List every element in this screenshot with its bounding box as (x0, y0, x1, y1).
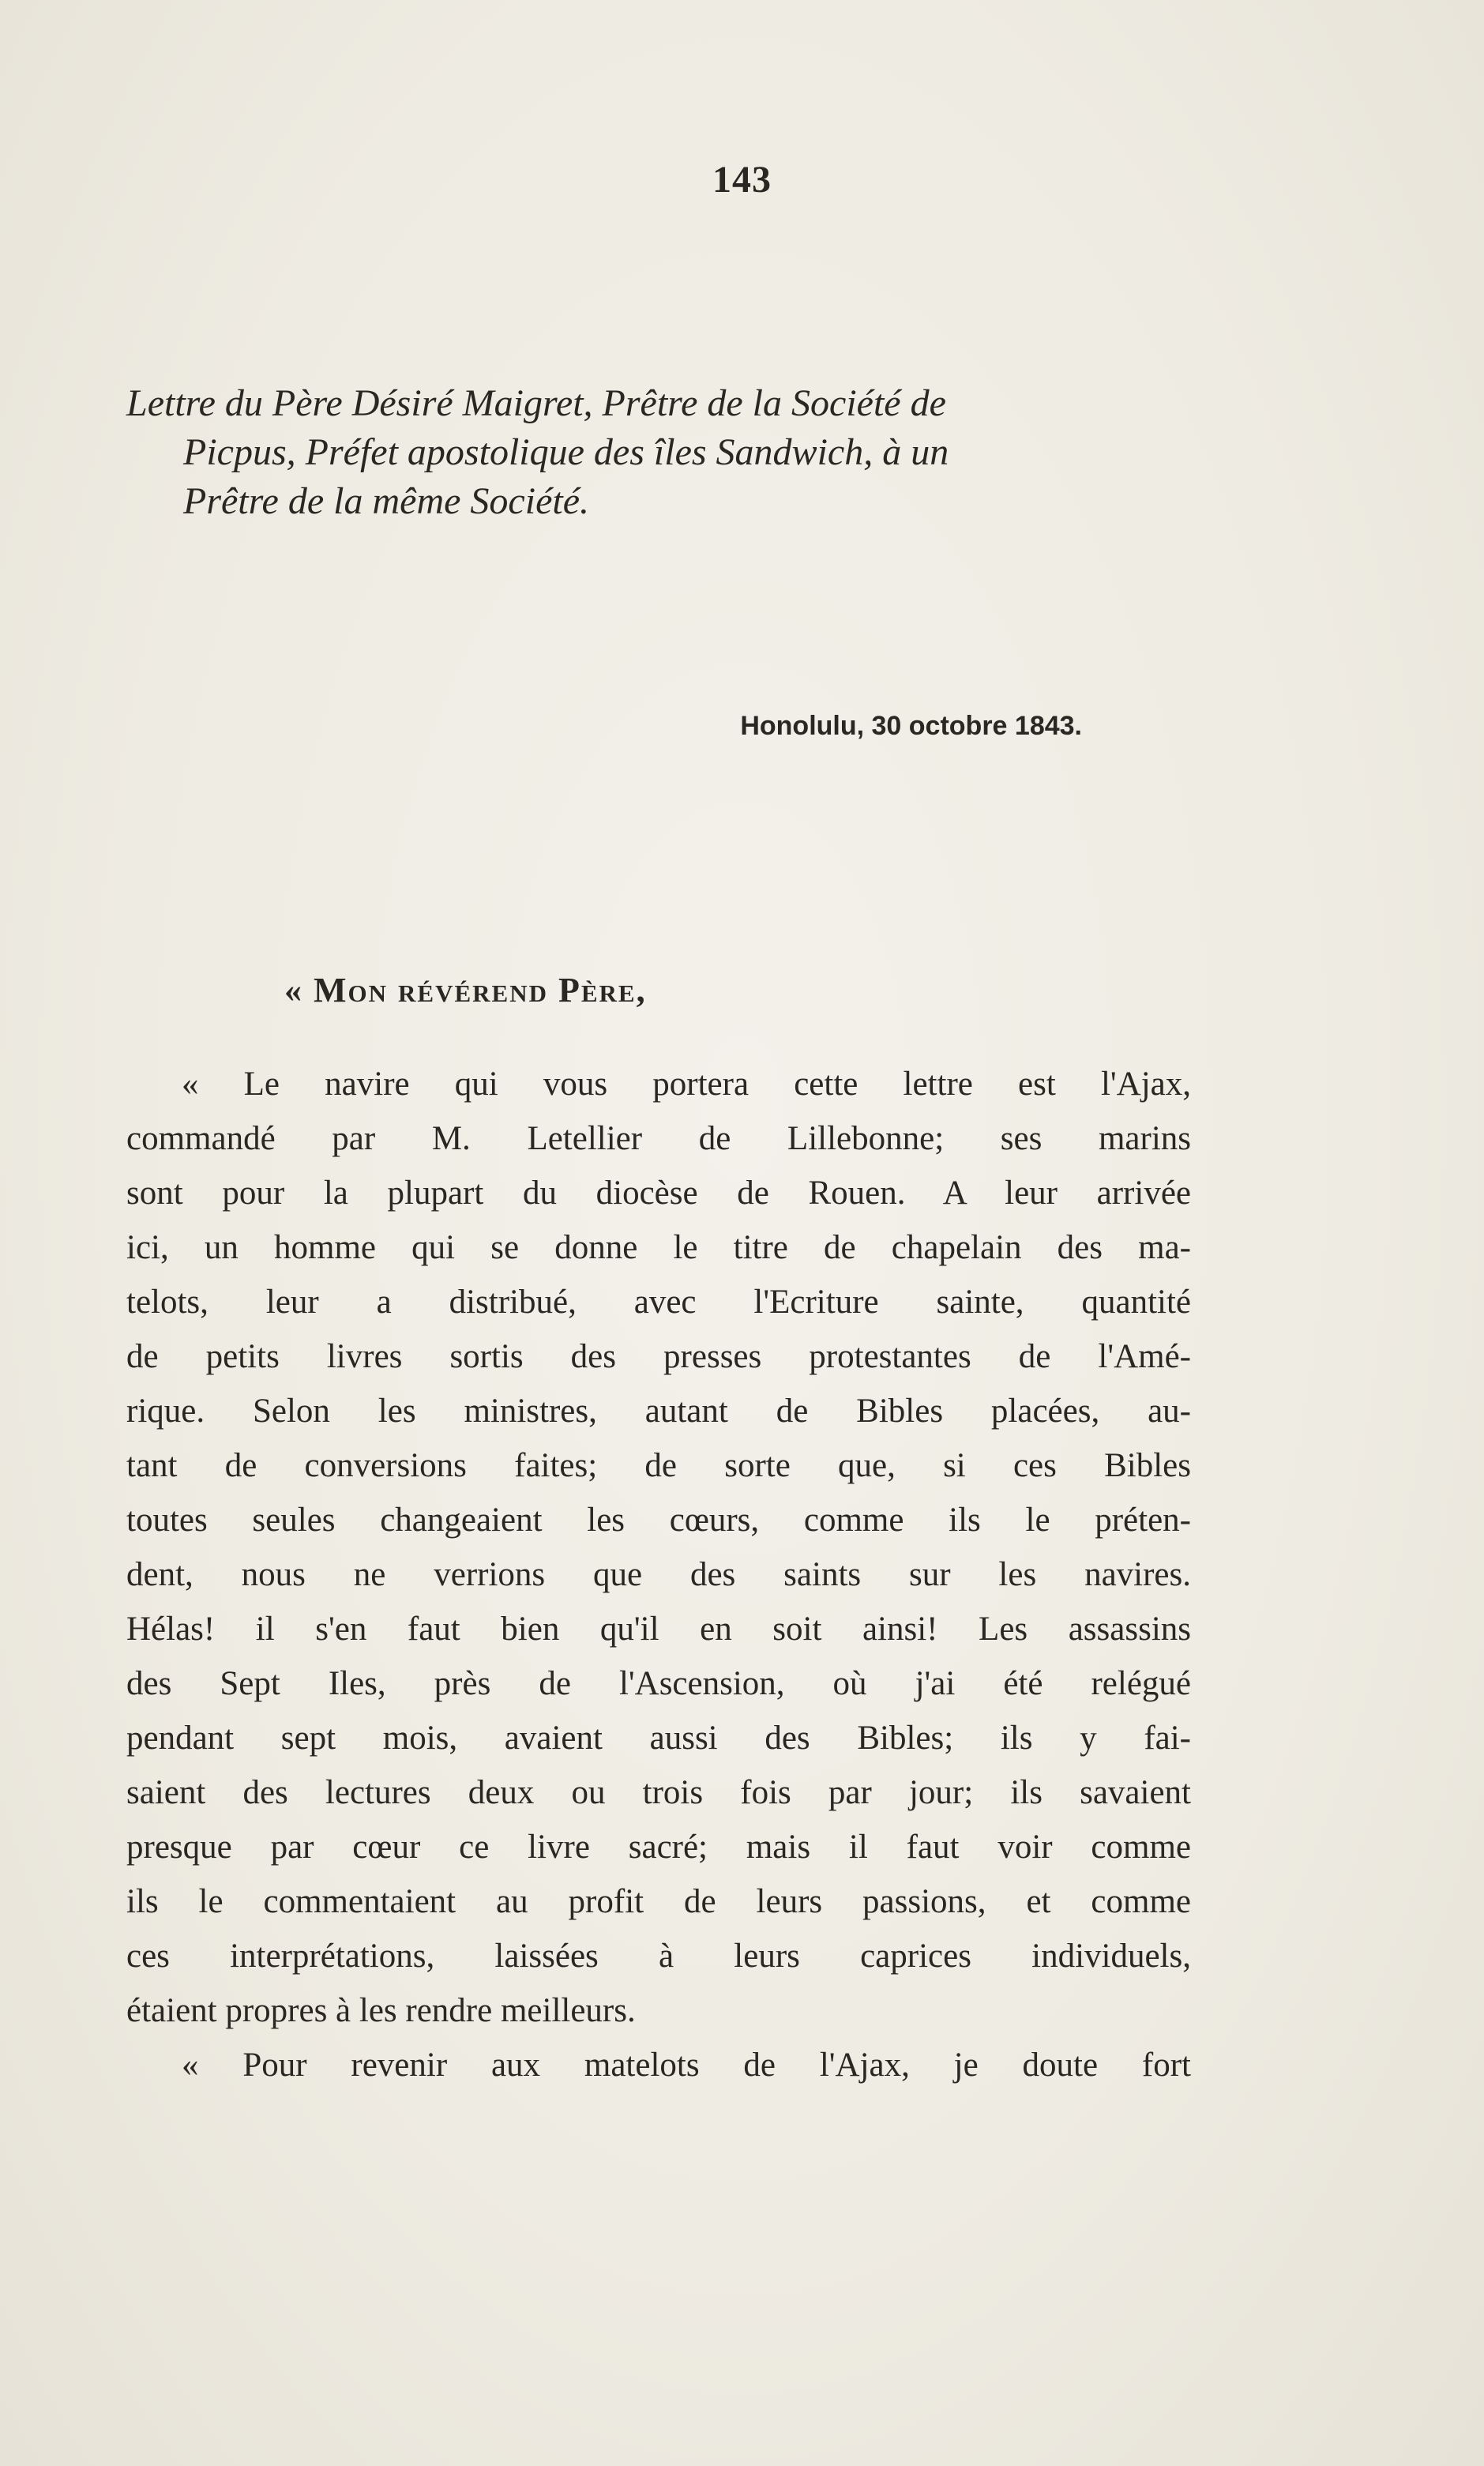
title-line: Lettre du Père Désiré Maigret, Prêtre de la Société de (126, 382, 946, 424)
text-line: toutes seules changeaient les cœurs, comme ils le préten- (126, 1502, 1191, 1539)
text-line: tant de conversions faites; de sorte que, si ces Bibles (126, 1447, 1191, 1484)
text-line: saient des lectures deux ou trois fois par jour; ils savaient (126, 1774, 1191, 1811)
text-line: sont pour la plupart du diocèse de Rouen. A leur arrivée (126, 1175, 1191, 1212)
letter-body (126, 1057, 1191, 2092)
place-date: Honolulu, 30 octobre 1843. (740, 711, 1082, 741)
text-line: ils le commentaient au profit de leurs passions, et comme (126, 1883, 1191, 1920)
text-line: des Sept Iles, près de l'Ascension, où j'ai été relégué (126, 1665, 1191, 1702)
text-line: pendant sept mois, avaient aussi des Bibles; ils y fai- (126, 1720, 1191, 1757)
text-line: Hélas! il s'en faut bien qu'il en soit ainsi! Les assassins (126, 1611, 1191, 1648)
letter-title (126, 379, 1216, 526)
text-line: « Pour revenir aux matelots de l'Ajax, je doute fort (182, 2047, 1191, 2084)
title-line: Prêtre de la même Société. (183, 480, 590, 522)
text-line: commandé par M. Letellier de Lillebonne; ses marins (126, 1120, 1191, 1157)
text-line: « Le navire qui vous portera cette lettre est l'Ajax, (182, 1066, 1191, 1103)
salutation: « Mon révérend Père, (284, 971, 647, 1009)
text-line: ici, un homme qui se donne le titre de chapelain des ma- (126, 1229, 1191, 1266)
page-number: 143 (712, 159, 772, 201)
text-line: de petits livres sortis des presses protestantes de l'Amé- (126, 1338, 1191, 1375)
text-line: étaient propres à les rendre meilleurs. (126, 1992, 636, 2029)
text-line: dent, nous ne verrions que des saints sur les navires. (126, 1556, 1191, 1593)
text-line: telots, leur a distribué, avec l'Ecriture sainte, quantité (126, 1284, 1191, 1321)
text-line: presque par cœur ce livre sacré; mais il faut voir comme (126, 1829, 1191, 1866)
title-line: Picpus, Préfet apostolique des îles Sandwich, à un (183, 431, 949, 473)
text-line: rique. Selon les ministres, autant de Bibles placées, au- (126, 1393, 1191, 1430)
text-line: ces interprétations, laissées à leurs caprices individuels, (126, 1938, 1191, 1975)
